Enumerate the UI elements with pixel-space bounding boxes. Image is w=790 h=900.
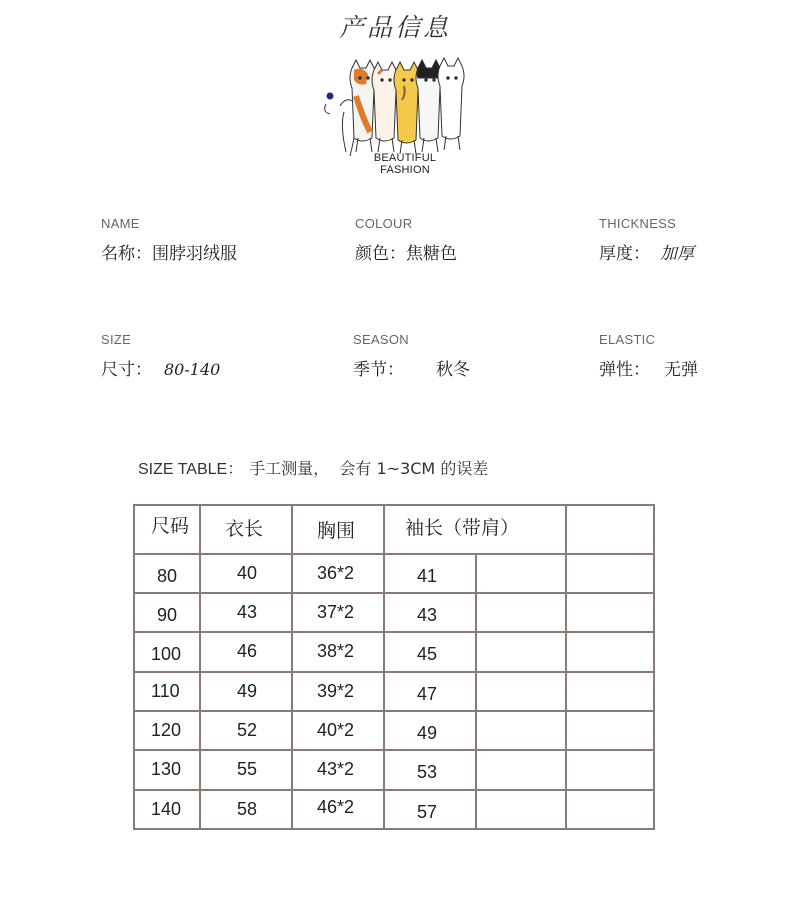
table-cell: 47: [384, 672, 476, 711]
elastic-field: [599, 332, 698, 380]
elastic-label: 弹性：: [599, 360, 650, 380]
size-en-label: SIZE: [101, 332, 132, 347]
thickness-field: [599, 216, 694, 264]
table-cell: 130: [134, 750, 200, 789]
table-cell: [566, 711, 654, 750]
size-table: [133, 504, 655, 830]
table-cell: 90: [134, 593, 200, 632]
table-cell: 46*2: [292, 790, 384, 829]
table-cell: 140: [134, 790, 200, 829]
table-row: [134, 593, 654, 632]
season-value: 秋冬: [436, 360, 470, 380]
colour-field: [355, 216, 457, 264]
size-table-title-en: SIZE TABLE：: [138, 461, 244, 478]
table-cell: 45: [384, 632, 476, 671]
thickness-value: 加厚: [660, 244, 694, 264]
table-cell: 80: [134, 554, 200, 593]
table-cell: 49: [200, 672, 292, 711]
size-field: [101, 332, 220, 380]
table-cell: 37*2: [292, 593, 384, 632]
page-title: 产品信息: [338, 13, 451, 42]
table-cell: 36*2: [292, 554, 384, 593]
table-cell: 58: [200, 790, 292, 829]
table-cell: 43: [384, 593, 476, 632]
table-cell: [566, 750, 654, 789]
header-cell: 尺码: [134, 505, 200, 554]
table-cell: 43*2: [292, 750, 384, 789]
name-label: 名称：: [101, 244, 152, 264]
thickness-en-label: THICKNESS: [599, 216, 677, 231]
table-cell: 49: [384, 711, 476, 750]
table-cell: 43: [200, 593, 292, 632]
table-cell: 55: [200, 750, 292, 789]
header-cell: 胸围: [292, 505, 384, 554]
table-row: [134, 790, 654, 829]
header-cell: 衣长: [200, 505, 292, 554]
table-row: [134, 750, 654, 789]
table-cell: [566, 632, 654, 671]
size-table-title-note: 手工测量， 会有 1~3CM 的误差: [249, 459, 489, 478]
elastic-en-label: ELASTIC: [599, 332, 656, 347]
table-cell: [566, 672, 654, 711]
table-cell: 38*2: [292, 632, 384, 671]
season-en-label: SEASON: [353, 332, 409, 347]
table-cell: 110: [134, 672, 200, 711]
table-row: [134, 554, 654, 593]
table-cell: 52: [200, 711, 292, 750]
logo-caption: BEAUTIFUL FASHION: [373, 152, 437, 176]
table-cell: [566, 554, 654, 593]
table-cell: 53: [384, 750, 476, 789]
table-cell: [566, 593, 654, 632]
size-table-title: [138, 456, 488, 479]
table-cell: 40: [200, 554, 292, 593]
header-cell: 袖长（带肩）: [384, 505, 566, 554]
table-row: [134, 672, 654, 711]
size-label: 尺寸：: [101, 360, 152, 380]
table-row: [134, 632, 654, 671]
table-cell: [566, 790, 654, 829]
table-cell: 39*2: [292, 672, 384, 711]
name-field: [101, 216, 237, 264]
table-cell: 57: [384, 790, 476, 829]
table-cell: 40*2: [292, 711, 384, 750]
thickness-label: 厚度：: [599, 244, 650, 264]
elastic-value: 无弹: [664, 360, 698, 380]
table-cell: 41: [384, 554, 476, 593]
name-value: 围脖羽绒服: [152, 244, 237, 264]
colour-label: 颜色：: [355, 244, 406, 264]
table-cell: 46: [200, 632, 292, 671]
colour-value: 焦糖色: [406, 244, 457, 264]
table-row: [134, 711, 654, 750]
size-value: 80-140: [164, 360, 221, 379]
name-en-label: NAME: [101, 216, 140, 231]
table-header-row: [134, 505, 654, 554]
table-cell: 100: [134, 632, 200, 671]
colour-en-label: COLOUR: [355, 216, 413, 231]
season-label: 季节：: [353, 360, 404, 380]
table-cell: 120: [134, 711, 200, 750]
season-field: [353, 332, 470, 380]
